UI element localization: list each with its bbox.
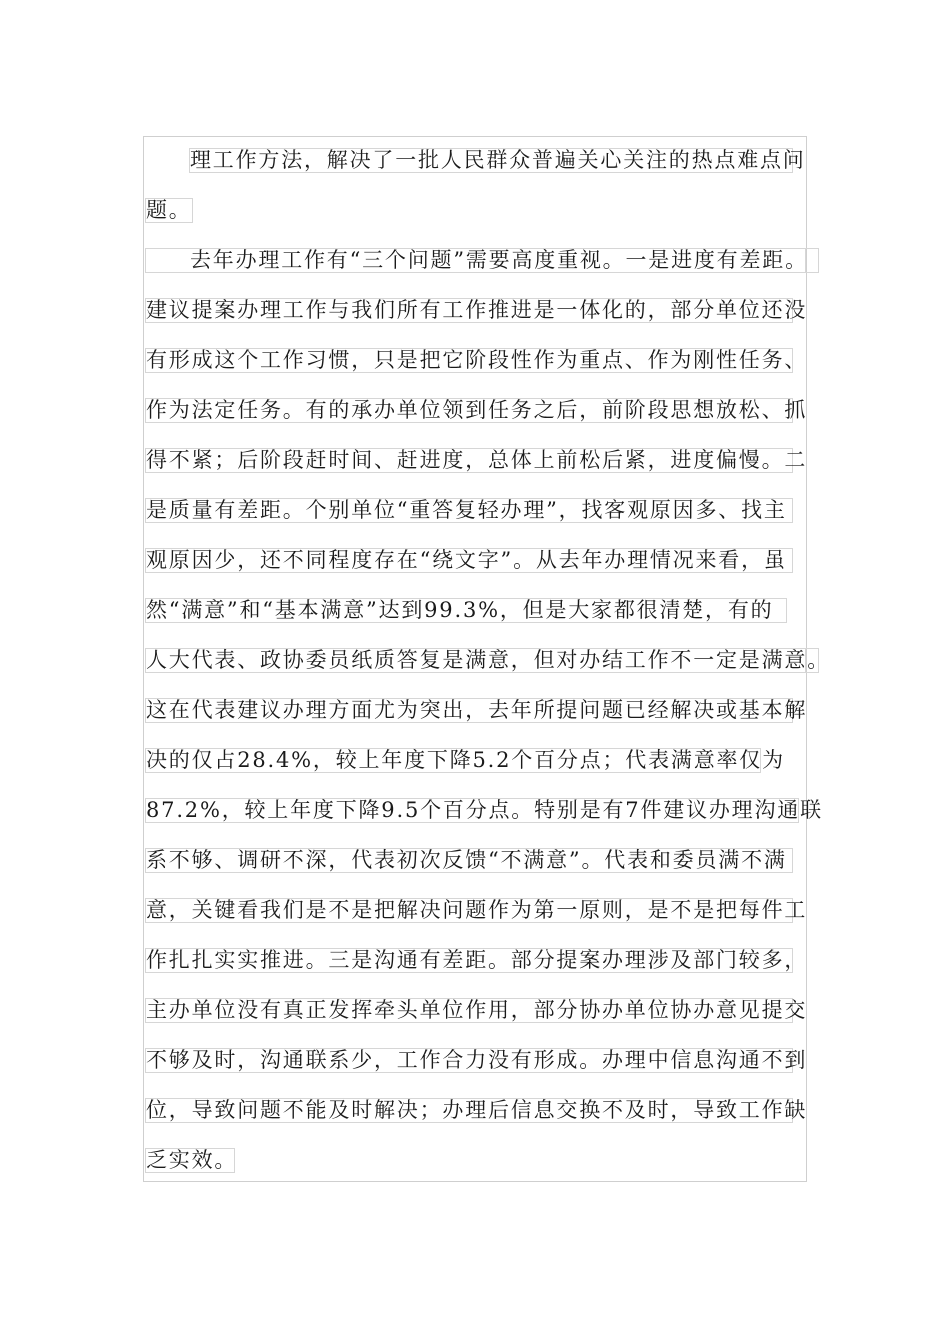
text-line: 系不够、调研不深，代表初次反馈“不满意”。代表和委员满不满 [145, 848, 793, 873]
text-line: 意，关键看我们是不是把解决问题作为第一原则，是不是把每件工 [146, 898, 808, 922]
text-line: 有形成这个工作习惯，只是把它阶段性作为重点、作为刚性任务、 [146, 348, 808, 372]
text-line: 不够及时，沟通联系少，工作合力没有形成。办理中信息沟通不到 [146, 1048, 808, 1072]
text-line: 位，导致问题不能及时解决；办理后信息交换不及时，导致工作缺 [146, 1098, 808, 1122]
text-line: 然“满意”和“基本满意”达到99.3%，但是大家都很清楚，有的 [145, 598, 787, 623]
text-line: 是质量有差距。个别单位“重答复轻办理”，找客观原因多、找主 [145, 498, 793, 523]
text-line: 理工作方法，解决了一批人民群众普遍关心关注的热点难点问 [190, 148, 806, 172]
line-overflow-marker [805, 248, 819, 273]
text-line: 得不紧；后阶段赶时间、赶进度，总体上前松后紧，进度偏慢。二 [146, 448, 808, 472]
line-overflow-marker [805, 648, 819, 673]
text-line: 建议提案办理工作与我们所有工作推进是一体化的，部分单位还没 [146, 298, 808, 322]
text-line: 人大代表、政协委员纸质答复是满意，但对办结工作不一定是满意。 [146, 648, 830, 672]
text-line: 决的仅占28.4%，较上年度下降5.2个百分点；代表满意率仅为 [146, 748, 785, 772]
text-line: 作为法定任务。有的承办单位领到任务之后，前阶段思想放松、抓 [146, 398, 808, 422]
text-line: 去年办理工作有“三个问题”需要高度重视。一是进度有差距。 [145, 248, 819, 273]
text-line: 这在代表建议办理方面尤为突出，去年所提问题已经解决或基本解 [146, 698, 808, 722]
text-line: 观原因少，还不同程度存在“绕文字”。从去年办理情况来看，虽 [145, 548, 793, 573]
text-line: 作扎扎实实推进。三是沟通有差距。部分提案办理涉及部门较多， [146, 948, 808, 972]
text-line: 主办单位没有真正发挥牵头单位作用，部分协办单位协办意见提交 [146, 998, 808, 1022]
text-line: 87.2%，较上年度下降9.5个百分点。特别是有7件建议办理沟通联 [146, 798, 823, 822]
text-line: 题。 [146, 198, 192, 222]
text-line: 乏实效。 [146, 1148, 238, 1172]
